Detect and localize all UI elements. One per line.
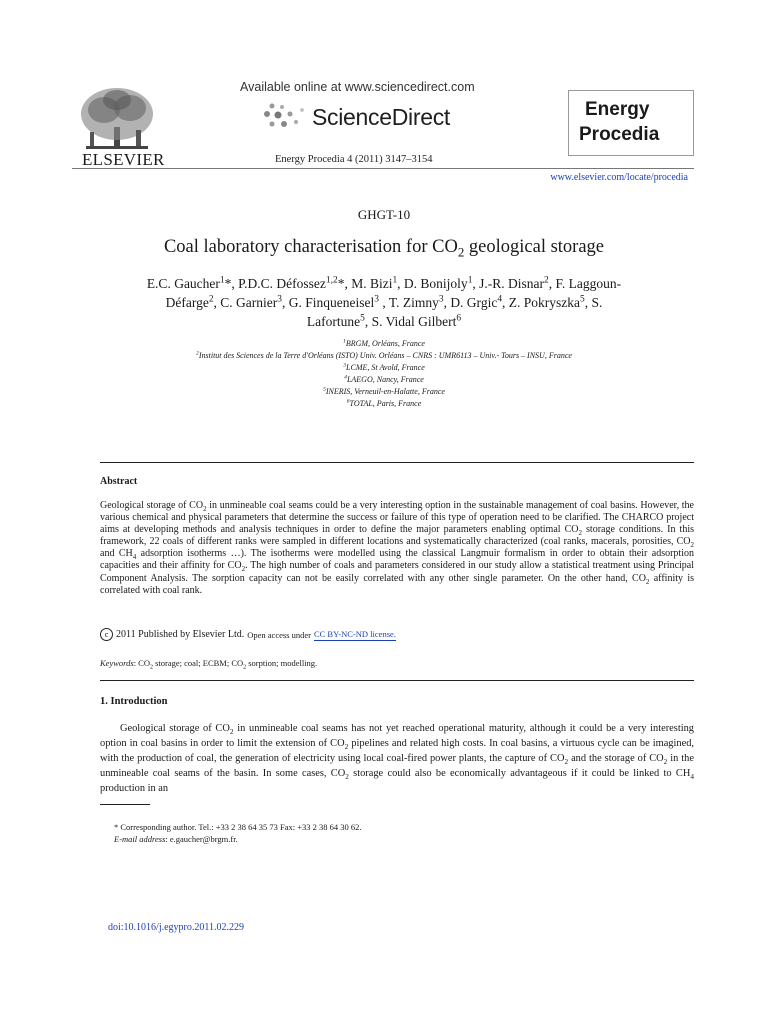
- keywords-line: Keywords: $CO_2$ storage; coal; ECBM; $CO_2$ sorption; modelling.: [100, 658, 318, 671]
- copyright-text: 2011 Published by Elsevier Ltd.: [116, 629, 245, 640]
- email-footnote: E-mail address: e.gaucher@brgm.fr.: [114, 834, 238, 844]
- authors-line-3: Lafortune$^5$, S. Vidal Gilbert$^6$: [306, 313, 462, 329]
- corresponding-author-footnote: * Corresponding author. Tel.: +33 2 38 64 35 73 Fax: +33 2 38 64 30 62.: [114, 822, 362, 832]
- introduction-heading: 1. Introduction: [100, 696, 168, 707]
- affiliation: $^4$LAEGO, Nancy, France: [344, 374, 424, 384]
- affiliation: $^6$TOTAL, Paris, France: [346, 398, 422, 408]
- copyright-notice: [100, 628, 396, 641]
- sciencedirect-dots-icon: [262, 102, 310, 130]
- affiliation: $^2$Institut des Sciences de la Terre d'Orléans (ISTO) Univ. Orléans – CNRS : UMR6113 – Univ.- Tours – INSU, France: [196, 350, 572, 360]
- paper-title: Coal laboratory characterisation for $CO_2$ geological storage: [163, 237, 605, 260]
- journal-logo-line1: Energy: [585, 99, 650, 120]
- journal-logo-line2: Procedia: [579, 124, 660, 145]
- abstract-heading: Abstract: [100, 476, 138, 487]
- journal-reference: Energy Procedia 4 (2011) 3147–3154: [275, 154, 433, 165]
- affiliation: $^1$BRGM, Orléans, France: [343, 338, 425, 348]
- footnote-rule: [100, 804, 150, 805]
- authors-line-1: E.C. Gaucher$^1$*, P.D.C. Défossez$^{1,2}$*, M. Bizi$^1$, D. Bonijoly$^1$, J.-R. Disnar$^2$, F. Laggoun-: [146, 275, 622, 291]
- license-link[interactable]: CC BY-NC-ND license.: [313, 628, 396, 639]
- abstract-text: Geological storage of $CO_2$ in unmineable coal seams could be a very interesting option in the sustainable management of coal basins. However, the various chemical and physical parameters that determine the success or failure of this type of operation need to be clarified. The CHARCO project aims at developing methods and analysis techniques in order to define the major parameters enabling optimal $CO_2$ storage conditions. In this framework, 22 coals of different ranks were sampled in different locations and systematically characterized (coal ranks, macerals, porosities, $CO_2$ and $CH_4$ adsorption isotherms …). The isotherms were modelled using the classical Langmuir formalism in order to obtain their adsorption capacities and their affinity for $CO_2$. The high number of coals and parameters considered in our study allow a statistical treatment using Principal Component Analysis. The sorption capacity can not be easily correlated with any other single parameter. On the other hand, $CO_2$ affinity is correlated with coal rank.: [100, 500, 695, 596]
- sciencedirect-logo-text: ScienceDirect: [312, 104, 450, 130]
- affiliation: $^5$INERIS, Verneuil-en-Halatte, France: [323, 386, 445, 396]
- publisher-name: ELSEVIER: [82, 150, 165, 169]
- available-online-text[interactable]: Available online at www.sciencedirect.com: [240, 80, 475, 94]
- abstract-top-rule: [100, 462, 694, 463]
- abstract-bottom-rule: [100, 680, 694, 681]
- authors-line-2: Défarge$^2$, C. Garnier$^3$, G. Finqueneisel$^3$ , T. Zimny$^3$, D. Grgic$^4$, Z. Pokryszka$^5$, S.: [165, 294, 603, 310]
- open-access-text: Open access under: [247, 629, 311, 640]
- header-divider: [72, 168, 694, 169]
- doi-link[interactable]: doi:10.1016/j.egypro.2011.02.229: [108, 922, 245, 933]
- conference-name: GHGT-10: [357, 207, 411, 222]
- journal-url-link[interactable]: www.elsevier.com/locate/procedia: [550, 172, 688, 183]
- introduction-text: Geological storage of $CO_2$ in unmineable coal seams has not yet reached operational maturity, although it could be a very interesting option in coal basins in order to limit the extension of $CO_2$ pipelines and related high costs. In coal basins, a virtuous cycle can be imagined, with the production of coal, the generation of electricity using local coal-fired power plants, the capture of $CO_2$ and the storage of $CO_2$ in the unmineable coal seams of the basin. In some cases, $CO_2$ storage could also be economically advantageous if it could be linked to $CH_4$ production in an: [100, 723, 694, 794]
- copyright-icon: c: [100, 628, 113, 641]
- affiliation: $^3$LCME, St Avold, France: [343, 362, 425, 372]
